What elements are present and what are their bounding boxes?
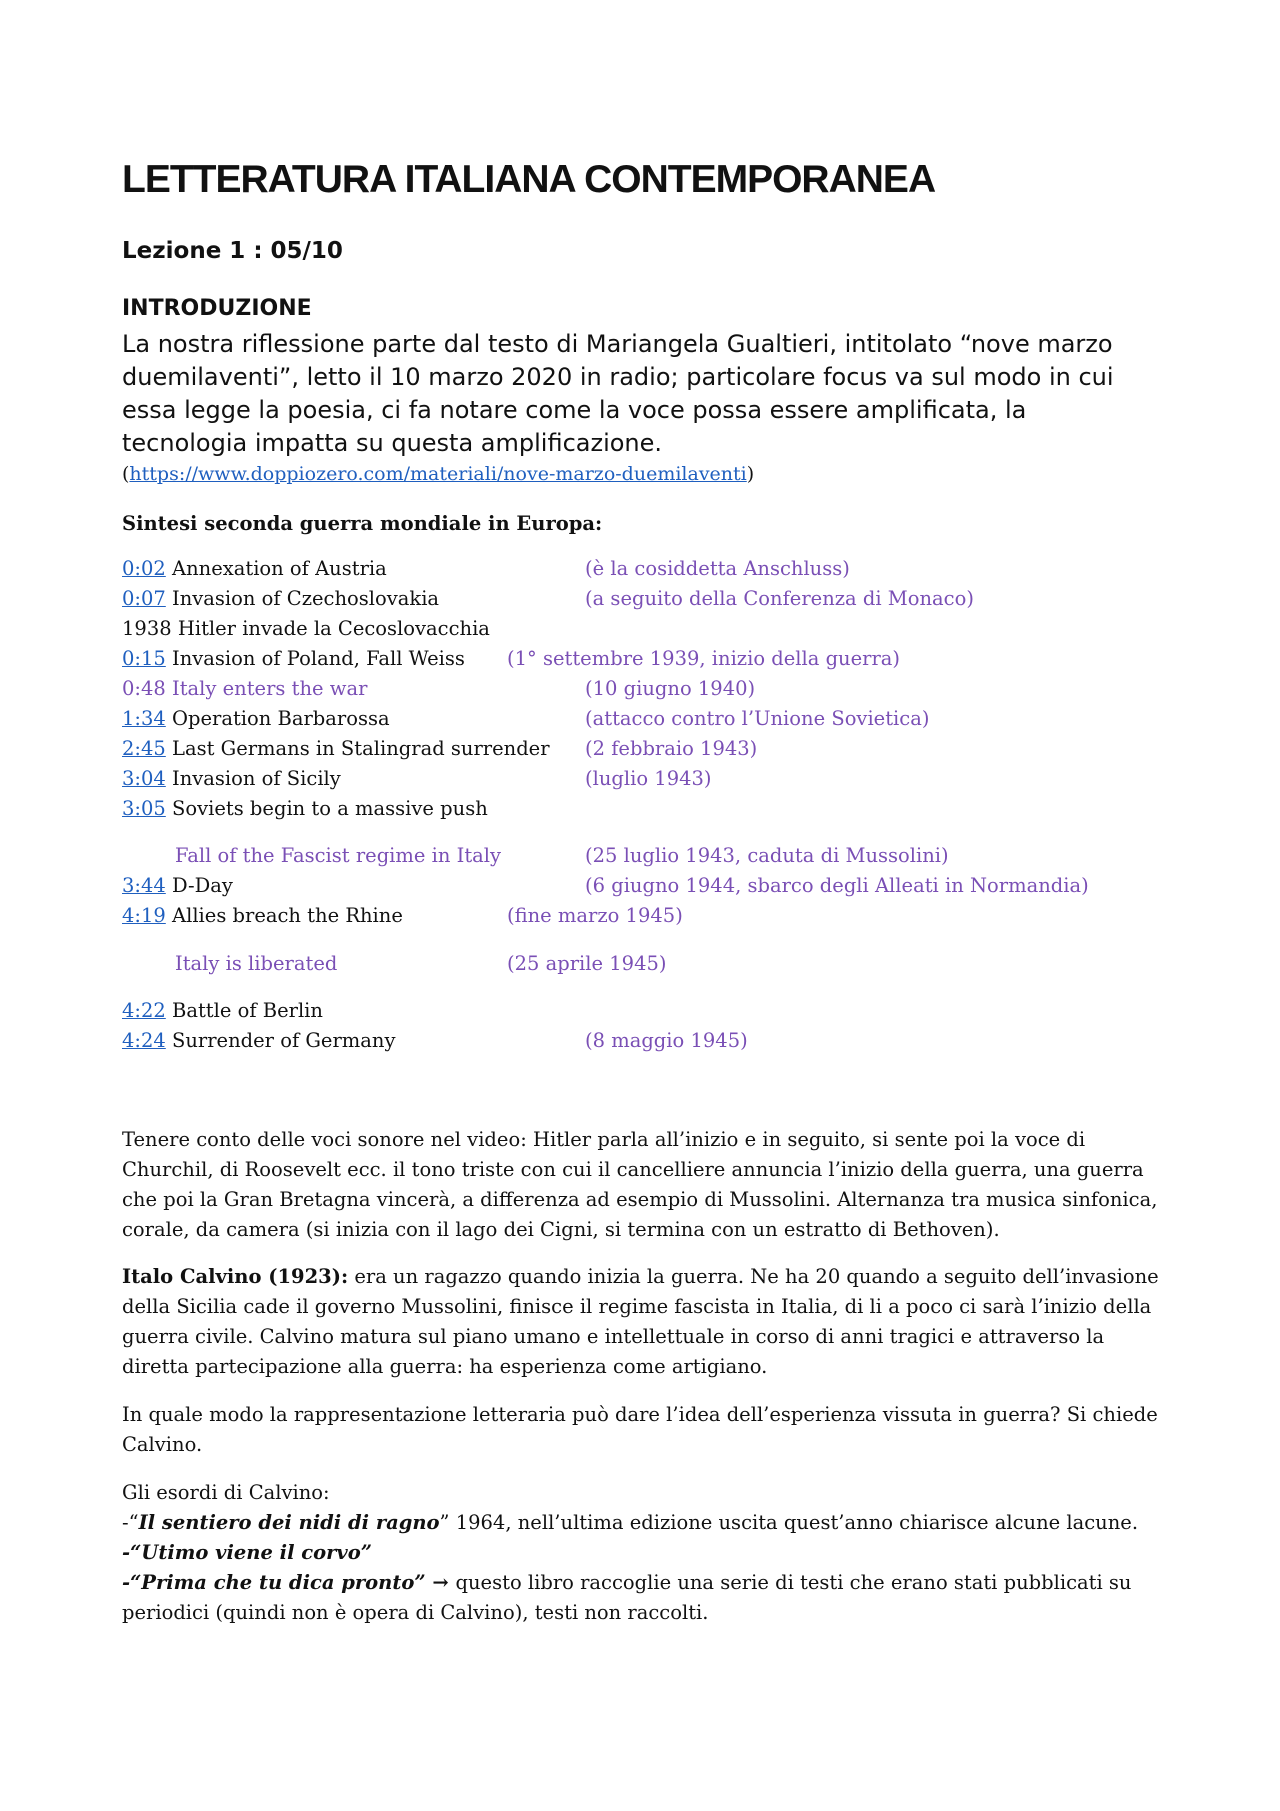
event-label: Soviets begin to a massive push (172, 797, 488, 820)
book-title: -“Utimo viene il corvo” (122, 1541, 372, 1564)
event-label: Battle of Berlin (172, 999, 323, 1022)
book-description: questo libro raccoglie una serie di testi che erano stati pubblicati su periodici (quindi non è opera di Calvino), testi non raccolti. (122, 1571, 1132, 1624)
event-label: Surrender of Germany (172, 1029, 396, 1052)
source-reference (122, 463, 754, 485)
timeline-row (122, 1027, 1162, 1055)
event-label: Annexation of Austria (172, 557, 387, 580)
event-note: (a seguito della Conferenza di Monaco) (585, 587, 974, 610)
calvino-paragraph (122, 1262, 1162, 1382)
timeline-row (122, 872, 1162, 900)
event-label: Italy enters the war (172, 677, 368, 700)
book-title: Il sentiero dei nidi di ragno (138, 1511, 440, 1534)
event-label: Allies breach the Rhine (172, 904, 403, 927)
book-description: ” 1964, nell’ultima edizione uscita quest’anno chiarisce alcune lacune. (439, 1511, 1139, 1534)
timestamp-link[interactable]: 4:22 (122, 999, 166, 1022)
book-item (122, 1568, 1162, 1628)
arrow-icon: → (425, 1571, 456, 1594)
event-note: (6 giugno 1944, sbarco degli Alleati in Normandia) (585, 874, 1089, 897)
timeline-row (122, 645, 1162, 673)
book-prefix: -“ (122, 1511, 139, 1534)
event-note: (25 luglio 1943, caduta di Mussolini) (585, 844, 949, 867)
source-close-paren: ) (746, 463, 755, 485)
timeline-row (122, 615, 1162, 643)
book-item (122, 1508, 1162, 1538)
timeline-row (122, 902, 1162, 930)
event-note: (2 febbraio 1943) (585, 737, 758, 760)
event-note: (1° settembre 1939, inizio della guerra) (507, 647, 901, 670)
event-note: (è la cosiddetta Anschluss) (585, 557, 850, 580)
book-title: -“Prima che tu dica pronto” (122, 1571, 426, 1594)
sintesi-heading: Sintesi seconda guerra mondiale in Europa: (122, 512, 603, 535)
calvino-text: era un ragazzo quando inizia la guerra. Ne ha 20 quando a seguito dell’invasione della Sicilia cade il governo Mussolini, finisce il regime fascista in Italia, di li a poco ci sarà l’inizio della guerra civile. Calvino matura sul piano umano e intellettuale in corso di anni tragici e attraverso la diretta partecipazione alla guerra: ha esperienza come artigiano. (122, 1265, 1159, 1378)
timeline-row (122, 765, 1162, 793)
event-label: Fall of the Fascist regime in Italy (175, 844, 502, 867)
video-notes-paragraph: Tenere conto delle voci sonore nel video: Hitler parla all’inizio e in seguito, si sente poi la voce di Churchil, di Roosevelt ecc. il tono triste con cui il cancelliere annuncia l’inizio della guerra, una guerra che poi la Gran Bretagna vincerà, a differenza ad esempio di Mussolini. Alternanza tra musica sinfonica, corale, da camera (si inizia con il lago dei Cigni, si termina con un estratto di Bethoven). (122, 1128, 1158, 1241)
event-label: Invasion of Sicily (172, 767, 341, 790)
timeline-row (122, 997, 1162, 1025)
timeline-row (122, 675, 1162, 703)
timeline-row (122, 705, 1162, 733)
timeline-row (122, 735, 1162, 763)
timeline-row (122, 795, 1162, 823)
timeline-row (122, 555, 1162, 583)
timestamp-link[interactable]: 2:45 (122, 737, 166, 760)
timestamp-text: 0:48 (122, 677, 166, 700)
document-title: LETTERATURA ITALIANA CONTEMPORANEA (122, 158, 936, 201)
lesson-heading: Lezione 1 : 05/10 (122, 238, 343, 264)
question-paragraph: In quale modo la rappresentazione letteraria può dare l’idea dell’esperienza vissuta in guerra? Si chiede Calvino. (122, 1403, 1158, 1456)
event-note: (8 maggio 1945) (585, 1029, 748, 1052)
intro-heading: INTRODUZIONE (122, 296, 312, 321)
timestamp-link[interactable]: 3:05 (122, 797, 166, 820)
event-note: (25 aprile 1945) (507, 952, 667, 975)
timestamp-link[interactable]: 4:19 (122, 904, 166, 927)
timestamp-link[interactable]: 3:44 (122, 874, 166, 897)
source-link[interactable]: https://www.doppiozero.com/materiali/nove-marzo-duemilaventi (129, 463, 747, 485)
event-label: Operation Barbarossa (172, 707, 390, 730)
timestamp-link[interactable]: 0:15 (122, 647, 166, 670)
book-item (122, 1538, 1162, 1568)
esordi-label: Gli esordi di Calvino: (122, 1481, 330, 1504)
event-label: Italy is liberated (175, 952, 338, 975)
event-label: D-Day (172, 874, 233, 897)
timeline-row (122, 950, 1162, 978)
timestamp-link[interactable]: 0:07 (122, 587, 166, 610)
event-label: Invasion of Czechoslovakia (172, 587, 440, 610)
event-note: (10 giugno 1940) (585, 677, 756, 700)
source-open-paren: ( (122, 463, 130, 485)
event-label: Invasion of Poland, Fall Weiss (172, 647, 465, 670)
calvino-heading: Italo Calvino (1923): (122, 1265, 349, 1288)
timeline-row (122, 585, 1162, 613)
timestamp-link[interactable]: 3:04 (122, 767, 166, 790)
event-note: (attacco contro l’Unione Sovietica) (585, 707, 930, 730)
timestamp-link[interactable]: 4:24 (122, 1029, 166, 1052)
timeline-row (122, 842, 1162, 870)
timestamp-link[interactable]: 0:02 (122, 557, 166, 580)
event-note: (luglio 1943) (585, 767, 712, 790)
event-note: (fine marzo 1945) (507, 904, 683, 927)
event-label: Last Germans in Stalingrad surrender (172, 737, 550, 760)
event-label: 1938 Hitler invade la Cecoslovacchia (122, 617, 490, 640)
timestamp-link[interactable]: 1:34 (122, 707, 166, 730)
esordi-block (122, 1478, 1162, 1628)
intro-paragraph: La nostra riflessione parte dal testo di Mariangela Gualtieri, intitolato “nove marzo duemilaventi”, letto il 10 marzo 2020 in radio; particolare focus va sul modo in cui essa legge la poesia, ci fa notare come la voce possa essere amplificata, la tecnologia impatta su questa amplificazione. (122, 330, 1114, 457)
